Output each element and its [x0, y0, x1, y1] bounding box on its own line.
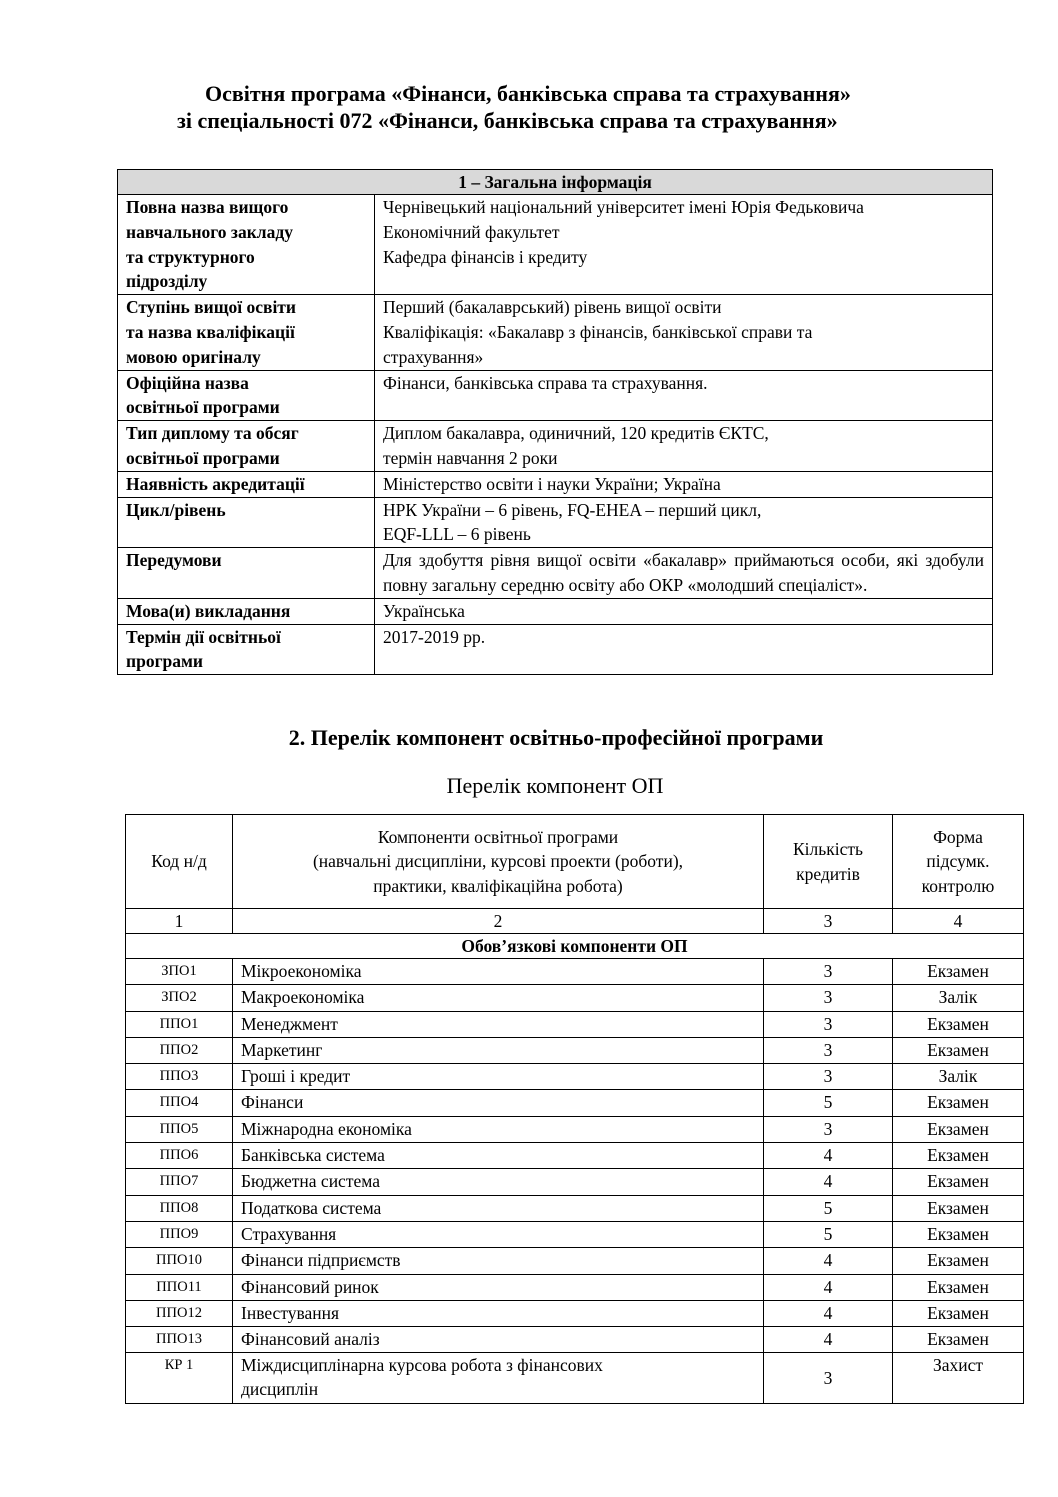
column-number: 2	[233, 909, 764, 934]
table-row	[126, 1221, 1024, 1247]
document-title	[0, 80, 1058, 134]
table-row	[126, 1064, 1024, 1090]
text-line: Мова(и) викладання	[126, 600, 291, 621]
text-line: Компоненти освітньої програми	[377, 826, 619, 847]
component-credits: 4	[764, 1300, 893, 1326]
group-row	[126, 934, 1024, 959]
component-name: Бюджетна система	[233, 1169, 764, 1195]
text-line: контролю	[921, 875, 995, 896]
text-line: Цикл/рівень	[126, 499, 226, 520]
group-title: Обов’язкові компоненти ОП	[126, 934, 1024, 959]
text-line: дисциплін	[241, 1379, 319, 1400]
info-value	[375, 295, 993, 370]
table-row	[126, 1116, 1024, 1142]
component-credits: 5	[764, 1195, 893, 1221]
component-code: ППО1	[126, 1011, 233, 1037]
info-label	[118, 421, 375, 472]
component-credits: 3	[764, 1116, 893, 1142]
component-code: ППО10	[126, 1248, 233, 1274]
text-line: Форма	[933, 826, 983, 847]
table-row	[126, 1143, 1024, 1169]
text-line: освітньої програми	[126, 447, 280, 468]
component-code: ППО13	[126, 1327, 233, 1353]
component-form: Екзамен	[893, 1169, 1024, 1195]
component-name: Фінанси	[233, 1090, 764, 1116]
table-row	[126, 1169, 1024, 1195]
table-row	[126, 1274, 1024, 1300]
text-line: підрозділу	[126, 271, 208, 292]
component-code: ЗПО2	[126, 985, 233, 1011]
text-line: Повна назва вищого	[126, 197, 289, 217]
component-name: Інвестування	[233, 1300, 764, 1326]
component-code: ППО2	[126, 1037, 233, 1063]
text-line: програми	[126, 651, 203, 672]
component-name: Фінансовий аналіз	[233, 1327, 764, 1353]
component-code: ППО3	[126, 1064, 233, 1090]
component-name: Мікроекономіка	[233, 959, 764, 985]
text-line: НРК України – 6 рівень, FQ-EHEA – перший цикл,	[383, 499, 762, 520]
components-table-header	[126, 815, 1024, 909]
component-form: Екзамен	[893, 1248, 1024, 1274]
info-value	[375, 624, 993, 675]
component-code: КР 1	[126, 1353, 233, 1404]
info-value: Для здобуття рівня вищої освіти «бакалавр» приймаються особи, які здобули повну загальну середню освіту або ОКР «молодший спеціаліст».	[375, 548, 993, 599]
table-row	[126, 1011, 1024, 1037]
table-row	[126, 985, 1024, 1011]
info-value	[375, 598, 993, 624]
component-form: Екзамен	[893, 1327, 1024, 1353]
component-credits: 3	[764, 1353, 893, 1404]
component-credits: 4	[764, 1274, 893, 1300]
table-row	[126, 1353, 1024, 1404]
title-line-2: зі спеціальності 072 «Фінанси, банківська справа та страхування»	[177, 108, 838, 133]
component-code: ППО12	[126, 1300, 233, 1326]
text-line: освітньої програми	[126, 397, 280, 418]
info-label	[118, 497, 375, 548]
header-code	[126, 815, 233, 909]
table-row	[126, 1300, 1024, 1326]
info-row	[118, 598, 993, 624]
component-code: ППО4	[126, 1090, 233, 1116]
text-line: Кафедра фінансів і кредиту	[383, 246, 588, 267]
components-subheading: Перелік компонент ОП	[446, 773, 664, 798]
text-line: навчального закладу	[126, 221, 293, 242]
info-value	[375, 195, 993, 295]
component-form: Екзамен	[893, 1090, 1024, 1116]
component-form: Залік	[893, 985, 1024, 1011]
table-row	[126, 959, 1024, 985]
info-row	[118, 370, 993, 421]
component-credits: 5	[764, 1221, 893, 1247]
component-credits: 4	[764, 1327, 893, 1353]
text-line: Тип диплому та обсяг	[126, 423, 299, 444]
text-line: Офіційна назва	[126, 372, 249, 393]
info-row	[118, 624, 993, 675]
info-value	[375, 497, 993, 548]
table-row	[126, 1195, 1024, 1221]
column-number: 4	[893, 909, 1024, 934]
info-row	[118, 195, 993, 295]
text-line: EQF-LLL – 6 рівень	[383, 524, 531, 545]
info-value	[375, 471, 993, 497]
component-credits: 3	[764, 1011, 893, 1037]
text-line: страхування»	[383, 346, 484, 367]
text-line: практики, кваліфікаційна робота)	[373, 875, 623, 896]
info-label	[118, 598, 375, 624]
component-form: Екзамен	[893, 1143, 1024, 1169]
text-line: Українська	[383, 600, 465, 621]
info-row	[118, 295, 993, 370]
info-value	[375, 370, 993, 421]
component-credits: 4	[764, 1143, 893, 1169]
component-form: Екзамен	[893, 1011, 1024, 1037]
component-form: Екзамен	[893, 1195, 1024, 1221]
section-2-heading: 2. Перелік компонент освітньо-професійної програми	[288, 725, 824, 750]
text-line: Міждисциплінарна курсова робота з фінансових	[241, 1355, 603, 1376]
text-line: Перший (бакалаврський) рівень вищої освіти	[383, 297, 722, 318]
component-form: Екзамен	[893, 1037, 1024, 1063]
info-label	[118, 471, 375, 497]
text-line: та структурного	[126, 246, 255, 267]
component-credits: 3	[764, 985, 893, 1011]
text-line: 2017-2019 рр.	[383, 626, 486, 647]
text-line: Диплом бакалавра, одиничний, 120 кредитів ЄКТС,	[383, 423, 769, 444]
text-line: Ступінь вищої освіти	[126, 297, 296, 318]
text-line: кредитів	[796, 863, 860, 884]
text-line: Економічний факультет	[383, 221, 560, 242]
info-row	[118, 497, 993, 548]
info-label	[118, 548, 375, 599]
component-name: Податкова система	[233, 1195, 764, 1221]
text-line: (навчальні дисципліни, курсові проекти (роботи),	[312, 851, 684, 872]
text-line: підсумк.	[926, 851, 990, 872]
component-name: Маркетинг	[233, 1037, 764, 1063]
info-label	[118, 624, 375, 675]
info-value	[375, 421, 993, 472]
text-line: Наявність акредитації	[126, 473, 305, 494]
component-credits: 4	[764, 1169, 893, 1195]
component-name: Гроші і кредит	[233, 1064, 764, 1090]
title-line-1: Освітня програма «Фінанси, банківська справа та страхування»	[205, 81, 851, 106]
component-form: Екзамен	[893, 1116, 1024, 1142]
info-label	[118, 370, 375, 421]
general-info-header: 1 – Загальна інформація	[118, 170, 993, 195]
component-name: Міжнародна економіка	[233, 1116, 764, 1142]
component-code: ППО11	[126, 1274, 233, 1300]
text-line: Код н/д	[151, 851, 207, 872]
table-row	[126, 1090, 1024, 1116]
column-number: 1	[126, 909, 233, 934]
text-line: та назва кваліфікації	[126, 321, 295, 342]
header-credits	[764, 815, 893, 909]
column-number: 3	[764, 909, 893, 934]
component-name: Менеджмент	[233, 1011, 764, 1037]
component-form: Екзамен	[893, 1300, 1024, 1326]
component-form: Захист	[893, 1353, 1024, 1404]
component-form: Екзамен	[893, 1274, 1024, 1300]
info-label	[118, 295, 375, 370]
info-label	[118, 195, 375, 295]
component-form: Екзамен	[893, 959, 1024, 985]
component-credits: 3	[764, 1037, 893, 1063]
text-line: Кількість	[792, 839, 863, 859]
text-line: Кваліфікація: «Бакалавр з фінансів, банківської справи та	[383, 321, 813, 342]
component-name: Макроекономіка	[233, 985, 764, 1011]
info-row	[118, 548, 993, 599]
component-credits: 4	[764, 1248, 893, 1274]
component-form: Екзамен	[893, 1221, 1024, 1247]
component-code: ППО9	[126, 1221, 233, 1247]
component-name: Банківська система	[233, 1143, 764, 1169]
table-row	[126, 1327, 1024, 1353]
component-code: ЗПО1	[126, 959, 233, 985]
component-name: Фінанси підприємств	[233, 1248, 764, 1274]
component-form: Залік	[893, 1064, 1024, 1090]
component-credits: 3	[764, 1064, 893, 1090]
text-line: Термін дії освітньої	[126, 626, 281, 647]
table-row	[126, 1248, 1024, 1274]
info-row	[118, 421, 993, 472]
component-name: Страхування	[233, 1221, 764, 1247]
text-line: термін навчання 2 роки	[383, 447, 558, 468]
component-name: Фінансовий ринок	[233, 1274, 764, 1300]
table-row	[126, 1037, 1024, 1063]
header-component	[233, 815, 764, 909]
info-row	[118, 471, 993, 497]
components-table	[125, 814, 1024, 1404]
text-line: Чернівецький національний університет імені Юрія Федьковича	[383, 197, 864, 217]
component-credits: 3	[764, 959, 893, 985]
text-line: Передумови	[126, 550, 222, 571]
text-line: мовою оригіналу	[126, 346, 261, 367]
column-numbers-row	[126, 909, 1024, 934]
header-form	[893, 815, 1024, 909]
component-credits: 5	[764, 1090, 893, 1116]
component-name	[233, 1353, 764, 1404]
general-info-table	[117, 169, 993, 675]
text-line: Фінанси, банківська справа та страхування.	[383, 372, 708, 393]
component-code: ППО7	[126, 1169, 233, 1195]
text-line: Міністерство освіти і науки України; Україна	[383, 473, 721, 494]
component-code: ППО8	[126, 1195, 233, 1221]
component-code: ППО6	[126, 1143, 233, 1169]
component-code: ППО5	[126, 1116, 233, 1142]
